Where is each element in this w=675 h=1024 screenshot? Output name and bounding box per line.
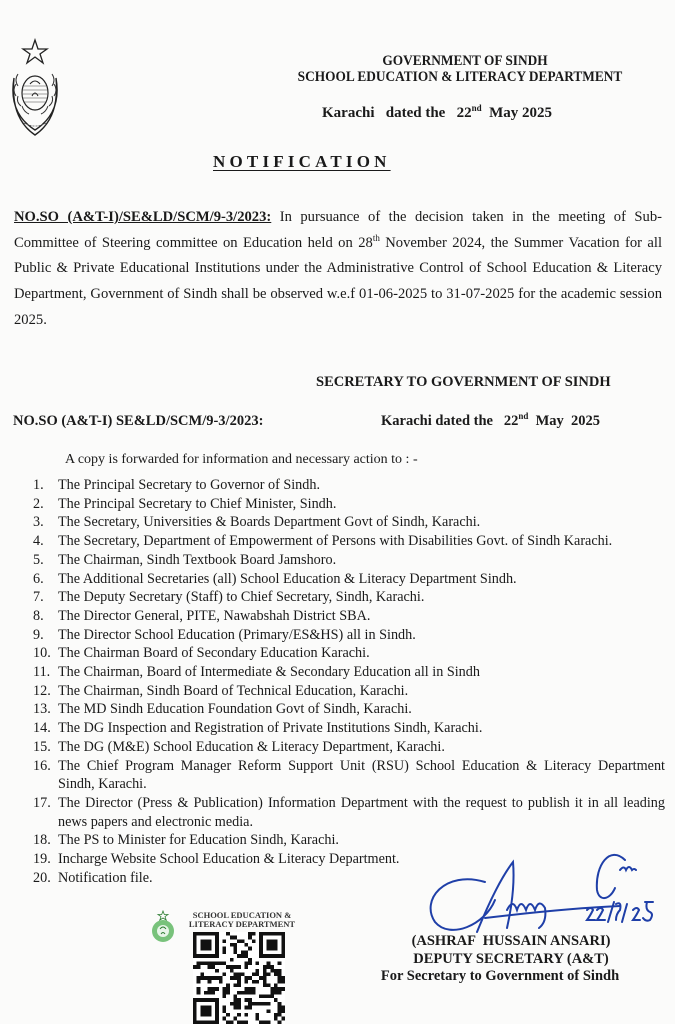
recipient-item xyxy=(33,644,665,663)
recipient-text: The Secretary, Universities & Boards Department Govt of Sindh, Karachi. xyxy=(58,514,481,531)
recipient-text: Notification file. xyxy=(58,869,153,886)
recipient-item xyxy=(33,513,665,532)
recipient-item xyxy=(33,794,665,831)
recipient-number: 15. xyxy=(33,738,51,755)
recipient-number: 13. xyxy=(33,701,51,718)
signatory-name: (ASHRAF HUSSAIN ANSARI) xyxy=(411,933,611,949)
notification-title: NOTIFICATION xyxy=(213,152,391,171)
sindh-government-emblem-icon xyxy=(4,38,66,138)
recipient-item xyxy=(33,663,665,682)
recipient-item xyxy=(33,607,665,626)
recipient-text: The Director General, PITE, Nawabshah District SBA. xyxy=(58,607,371,624)
signatory-block xyxy=(380,933,626,986)
recipient-number: 1. xyxy=(33,477,44,493)
qr-block xyxy=(143,908,303,1024)
recipient-text: The Chairman, Board of Intermediate & Secondary Education all in Sindh xyxy=(58,664,480,681)
secretary-line: SECRETARY TO GOVERNMENT OF SINDH xyxy=(316,374,611,390)
recipient-text: Incharge Website School Education & Literacy Department. xyxy=(58,851,400,868)
copy-date: Karachi dated the 22nd May 2025 xyxy=(381,411,601,429)
recipient-item xyxy=(33,495,665,514)
recipient-text: The Chairman, Sindh Board of Technical Education, Karachi. xyxy=(58,682,409,699)
recipient-item xyxy=(33,682,665,701)
recipient-text: The PS to Minister for Education Sindh, Karachi. xyxy=(58,832,339,849)
recipient-number: 10. xyxy=(33,645,51,662)
recipient-item xyxy=(33,700,665,719)
recipient-text: The Secretary, Department of Empowerment of Persons with Disabilities Govt. of Sindh Karachi. xyxy=(58,533,613,550)
recipient-text: The Director School Education (Primary/ES&HS) all in Sindh. xyxy=(58,626,416,643)
recipient-number: 17. xyxy=(33,794,51,811)
recipient-number: 14. xyxy=(33,720,51,737)
recipient-number: 18. xyxy=(33,832,51,849)
recipient-number: 3. xyxy=(33,514,44,531)
recipient-text: The Additional Secretaries (all) School Education & Literacy Department Sindh. xyxy=(58,570,517,587)
header-department: SCHOOL EDUCATION & LITERACY DEPARTMENT xyxy=(297,69,623,85)
recipient-text: The Chairman, Sindh Textbook Board Jamshoro. xyxy=(58,551,337,568)
department-logo-icon xyxy=(149,910,177,944)
recipient-item xyxy=(33,476,665,495)
recipient-number: 8. xyxy=(33,607,44,624)
recipient-text: The DG (M&E) School Education & Literacy Department, Karachi. xyxy=(58,738,445,755)
recipient-item xyxy=(33,551,665,570)
copy-reference-number: NO.SO (A&T-I) SE&LD/SCM/9-3/2023: xyxy=(13,413,264,429)
recipient-text: The DG Inspection and Registration of Private Institutions Sindh, Karachi. xyxy=(58,720,483,737)
recipient-number: 9. xyxy=(33,626,44,643)
header-date: Karachi dated the 22nd May 2025 xyxy=(322,103,553,121)
recipient-number: 6. xyxy=(33,570,44,587)
recipient-item xyxy=(33,532,665,551)
signatory-designation: DEPUTY SECRETARY (A&T) xyxy=(413,950,609,967)
qr-code-icon xyxy=(193,932,285,1024)
recipient-text: The MD Sindh Education Foundation Govt of Sindh, Karachi. xyxy=(58,701,412,718)
recipient-item xyxy=(33,757,665,794)
qr-title: SCHOOL EDUCATION & LITERACY DEPARTMENT xyxy=(188,910,296,929)
recipient-number: 16. xyxy=(33,757,51,774)
recipient-item xyxy=(33,719,665,738)
recipient-text: The Chairman Board of Secondary Education Karachi. xyxy=(58,645,370,662)
recipient-number: 19. xyxy=(33,851,51,868)
recipient-number: 11. xyxy=(33,664,51,681)
recipient-number: 2. xyxy=(33,495,44,512)
reference-number: NO.SO (A&T-I)/SE&LD/SCM/9-3/2023: xyxy=(14,209,272,225)
notification-body: NO.SO (A&T-I)/SE&LD/SCM/9-3/2023: In pursuance of the decision taken in the meeting of Sub-Committee of Steering committee on Education held on 28th November 2024, the Summer Vacation for all Public & Private Educational Institutions under the Administrative Control of School Education & Literacy Department, Government of Sindh shall be observed w.e.f 01-06-2025 to 31-07-2025 for the academic session 2025. xyxy=(14,209,662,328)
recipient-list xyxy=(33,476,665,887)
recipient-number: 7. xyxy=(33,589,44,606)
recipient-text: The Principal Secretary to Governor of Sindh. xyxy=(58,477,321,493)
recipient-number: 12. xyxy=(33,682,51,699)
recipient-item xyxy=(33,570,665,589)
recipient-text: The Chief Program Manager Reform Support Unit (RSU) School Education & Literacy Department Sindh, Karachi. xyxy=(58,757,665,793)
recipient-item xyxy=(33,588,665,607)
header-government: GOVERNMENT OF SINDH xyxy=(382,53,548,69)
signatory-for-line: For Secretary to Government of Sindh xyxy=(380,968,620,984)
recipient-number: 5. xyxy=(33,551,44,568)
forward-text: A copy is forwarded for information and necessary action to : - xyxy=(65,452,418,467)
recipient-item xyxy=(33,626,665,645)
recipient-number: 4. xyxy=(33,533,44,550)
recipient-number: 20. xyxy=(33,869,51,886)
recipient-text: The Director (Press & Publication) Information Department with the request to publish it in all leading news papers and electronic media. xyxy=(58,794,665,830)
recipient-item xyxy=(33,738,665,757)
recipient-text: The Principal Secretary to Chief Minister, Sindh. xyxy=(58,495,337,512)
recipient-text: The Deputy Secretary (Staff) to Chief Secretary, Sindh, Karachi. xyxy=(58,589,425,606)
